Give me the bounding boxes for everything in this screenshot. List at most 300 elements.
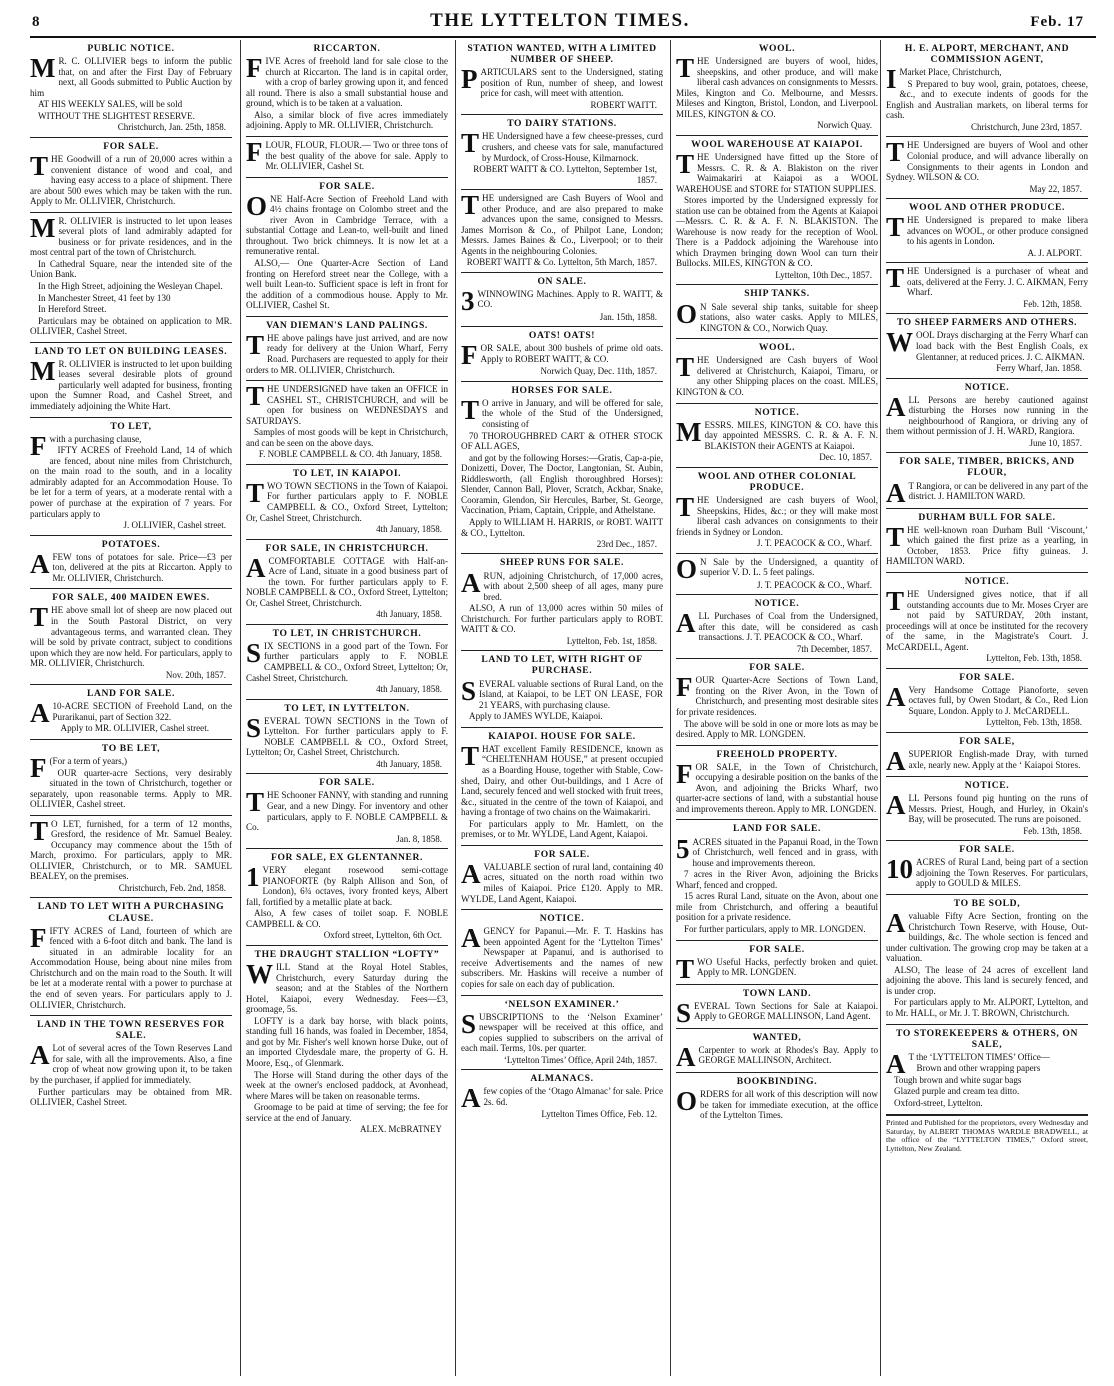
- ad-paragraph: M R. OLLIVIER is instructed to let upon leases several plots of land admirably adapted for business or for private residences, and in the most central part of the town of Christchurch.: [30, 212, 232, 258]
- ad-paragraph: ALSO,— One Quarter-Acre Section of Land fronting on Hereford street near the College, with a well built Lean-to. Sufficient space is left in front for the addition of a commodious house. Apply to Mr. OLLIVIER, Cashel St.: [246, 258, 448, 311]
- ad-heading: WOOL AND OTHER PRODUCE.: [908, 202, 1066, 214]
- ad-heading: KAIAPOI. HOUSE FOR SALE.: [488, 730, 636, 742]
- ad-paragraph: Stores imported by the Undersigned expressly for station use can be obtained from the Agents at Kaiapoi—Messrs. C. R. & A. F. N. BLAKISTON. The Warehouse is now ready for the reception of Wool. There is a Paddock adjoining the Warehouse into which Draymen bringing down Wool can turn their Bullocks. MILES, KINGTON & CO.: [676, 195, 878, 269]
- advertisement: [246, 946, 448, 1139]
- advertisement: [886, 137, 1088, 199]
- drop-capital: T: [676, 953, 695, 984]
- advertisement: [30, 40, 232, 138]
- ad-heading: POTATOES.: [101, 538, 161, 550]
- advertisement: [30, 418, 232, 536]
- ad-body: [30, 753, 232, 811]
- ad-paragraph: THE Undersigned are Cash buyers of Wool delivered at Christchurch, Kaiapoi, Timaru, or any other Shipping places on the coast. MILES, KINGTON & CO.: [676, 352, 878, 397]
- ad-body: [30, 355, 232, 413]
- drop-capital: A: [30, 548, 50, 579]
- ad-heading: STATION WANTED, WITH A LIMITED NUMBER OF SHEEP.: [467, 43, 657, 66]
- ad-heading: FOR SALE, EX GLENTANNER.: [270, 852, 424, 864]
- drop-capital: T: [461, 128, 480, 159]
- ad-signature: ROBERT WAITT.: [590, 99, 657, 110]
- ad-paragraph: Glazed purple and cream tea ditto.: [894, 1086, 1020, 1097]
- advertisement: [461, 40, 663, 115]
- drop-capital: O: [676, 298, 698, 329]
- ad-paragraph: ASUPERIOR English-made Dray, with turned axle, nearly new. Apply at the ‘ Kaiapoi Stores.: [886, 746, 1088, 777]
- advertisement: [886, 263, 1088, 314]
- ad-body: [676, 997, 878, 1028]
- ad-paragraph: THAT excellent Family RESIDENCE, known as “CHELTENHAM HOUSE,” at present occupied as a Boarding House, together with Stable, Cow-shed, Dairy, and other Out-buildings, and 1 Acre of Land, securely fenced and well stocked with fruit trees, &c., situated in the centre of the town of Kaiapoi, and having a frontage of two chains on the Waimakariri.: [461, 740, 663, 818]
- ad-body: [246, 136, 448, 173]
- ad-heading: TO DAIRY STATIONS.: [507, 118, 617, 130]
- ad-signature: Lyttelton, Feb. 13th, 1858.: [986, 717, 1082, 728]
- ad-paragraph: SEVERAL Town Sections for Sale at Kaiapoi. Apply to GEORGE MALLINSON, Land Agent.: [676, 997, 878, 1028]
- ad-heading: FOR SALE.: [959, 671, 1015, 683]
- ad-body: [461, 189, 663, 257]
- ad-paragraph: The above will be sold in one or more lots as may be desired. Apply to MR. LONGDEN.: [676, 718, 878, 740]
- advertisement: [676, 339, 878, 403]
- advertisement: [461, 273, 663, 328]
- ad-signature: F. NOBLE CAMPBELL & CO. 4th January, 1858.: [258, 449, 442, 460]
- ad-heading: WOOL.: [758, 43, 796, 54]
- ad-paragraph: ORDERS for all work of this description will now be taken for immediate execution, at the office of the Lyttelton Times.: [676, 1086, 878, 1121]
- drop-capital: A: [886, 908, 906, 939]
- ad-body: [30, 150, 232, 208]
- ad-signature: 23rd Dec., 1857.: [596, 539, 657, 550]
- column-divider: [670, 40, 671, 1376]
- ad-heading: NOTICE.: [754, 406, 800, 418]
- drop-capital: T: [461, 189, 480, 220]
- ad-signature: ALEX. McBRATNEY: [360, 1124, 442, 1135]
- ad-paragraph: THE well-known roan Durham Bull ‘Viscount,’ which gained the first prize as a yearling, in October, 1853. Price fifty guineas. J. HAMILTON WARD.: [886, 521, 1088, 567]
- ad-paragraph: ARUN, adjoining Christchurch, of 17,000 acres, with about 2,500 sheep of all ages, many pure bred.: [461, 567, 663, 602]
- ad-paragraph: Particulars may be obtained on application to MR. OLLIVIER, Cashel Street.: [30, 315, 232, 337]
- drop-capital: A: [886, 746, 906, 777]
- ad-paragraph: S Prepared to buy wool, grain, potatoes, cheese, &c., and to execute indents of goods for the English and Australian markets, on liberal terms for cash.: [886, 78, 1088, 121]
- ad-body: [676, 298, 878, 335]
- drop-capital: W: [886, 327, 913, 358]
- ad-signature: Christchurch, Feb. 2nd, 1858.: [118, 883, 226, 894]
- advertisement: [676, 404, 878, 468]
- advertisement: [886, 379, 1088, 454]
- ad-heading: SHIP TANKS.: [744, 288, 810, 300]
- drop-capital: A: [246, 552, 266, 583]
- ad-signature: Feb. 13th, 1858.: [1023, 825, 1082, 836]
- ad-heading: OATS! OATS!: [528, 330, 596, 342]
- advertisement: [676, 40, 878, 136]
- ad-body: [886, 746, 1088, 777]
- ad-paragraph: TWO Useful Hacks, perfectly broken and quiet. Apply to MR. LONGDEN.: [676, 953, 878, 984]
- masthead-rule: [30, 36, 1096, 38]
- ad-paragraph: Tough brown and white sugar bags: [894, 1074, 1022, 1085]
- ad-body: [30, 815, 232, 883]
- ad-paragraph: FIFTY ACRES of Land, fourteen of which are fenced with a 6-foot ditch and bank. The land is situated in an admirable locality for an Accommodation House, being about nine miles from Christchurch and on the main road to the South. It will be let at a moderate rental with a power to purchase at the end of seven years. For particulars apply to J. OLLIVIER, Christchurch.: [30, 922, 232, 1010]
- ad-paragraph: THE Undersigned have a few cheese-presses, curd crushers, and cheese vats for sale, manufactured by Murdock, of Cross-House, Kilmarnock.: [461, 128, 663, 163]
- ad-heading: FOR SALE, IN CHRISTCHURCH.: [265, 542, 429, 554]
- ad-heading: LAND TO LET, WITH RIGHT OF PURCHASE.: [481, 654, 643, 677]
- drop-capital: T: [886, 263, 905, 294]
- ad-heading: FOR SALE.: [319, 180, 375, 192]
- advertisement: [676, 136, 878, 286]
- ad-heading: LAND FOR SALE.: [732, 823, 822, 835]
- ad-body: [461, 340, 663, 371]
- advertisement: [886, 841, 1088, 895]
- ad-body: [886, 585, 1088, 653]
- ad-paragraph: For particulars apply to Mr. Hamlett, on the premises, or to Mr. WYLDE, Land Agent, Kaiapoi.: [461, 818, 663, 840]
- ad-body: [676, 833, 878, 936]
- ad-paragraph: ALL Persons found pig hunting on the runs of Messrs. Priest, Hough, and Hurley, in Okain's Bay, will be prosecuted. The runs are poisoned.: [886, 790, 1088, 825]
- ad-paragraph: SUBSCRIPTIONS to the ‘Nelson Examiner’ newspaper will be received at this office, and copies supplied to subscribers on the arrival of each mail. Terms, 10s. per quarter.: [461, 1008, 663, 1054]
- advertisement: [246, 540, 448, 625]
- drop-capital: T: [461, 394, 480, 425]
- ad-paragraph: SEVERAL valuable sections of Rural Land, on the Island, at Kaiapoi, to be LET ON LEASE, FOR 21 YEARS, with purchasing clause.: [461, 675, 663, 710]
- ad-heading: DURHAM BULL FOR SALE.: [918, 511, 1056, 523]
- ad-paragraph: In Manchester Street, 41 feet by 130: [38, 292, 171, 303]
- drop-capital: F: [246, 53, 263, 84]
- ad-signature: 4th January, 1858.: [376, 684, 442, 695]
- ad-heading: LAND FOR SALE.: [86, 688, 176, 700]
- ad-heading: SHEEP RUNS FOR SALE.: [500, 557, 624, 569]
- ad-body: [30, 922, 232, 1011]
- drop-capital: T: [246, 329, 265, 360]
- drop-capital: T: [30, 150, 49, 181]
- advertisement: [676, 820, 878, 940]
- ad-paragraph: FLOUR, FLOUR, FLOUR.— Two or three tons of the best quality of the above for sale. Apply to Mr. OLLIVIER, Cashel St.: [246, 136, 448, 172]
- drop-capital: T: [246, 477, 265, 508]
- ad-body: [886, 263, 1088, 299]
- advertisement: [676, 595, 878, 659]
- ad-body: [676, 553, 878, 584]
- ad-paragraph: SIX SECTIONS in a good part of the Town. For further particulars apply to F. NOBLE CAMPBELL & CO., Oxford Street, Lyttelton; Or, Cashel Street, Christchurch.: [246, 637, 448, 683]
- ad-signature: Jan. 15th, 1858.: [599, 311, 657, 322]
- ad-paragraph: Also, a similar block of five acres immediately adjoining. Apply to MR. OLLIVIER, Christchurch.: [246, 109, 448, 131]
- advertisement: [30, 685, 232, 740]
- ad-body: [676, 491, 878, 538]
- ad-signature: Christchurch, June 23rd, 1857.: [971, 121, 1082, 132]
- ad-heading: FOR SALE, TIMBER, BRICKS, AND FLOUR,: [899, 456, 1075, 479]
- ad-heading: FOR SALE,: [959, 735, 1015, 747]
- ad-paragraph: THE above palings have just arrived, and are now ready for delivery at the Union Wharf, Ferry Road. Purchasers are requested to apply for their orders to MR. OLLIVIER, Christchurch.: [246, 329, 448, 375]
- ad-heading: ‘NELSON EXAMINER.’: [504, 998, 620, 1010]
- ad-signature: Norwich Quay.: [817, 120, 872, 131]
- ad-body: [246, 53, 448, 132]
- advertisement: [886, 199, 1088, 263]
- ad-body: [461, 1083, 663, 1114]
- ad-heading: BOOKBINDING.: [736, 1075, 818, 1087]
- ad-body: [246, 381, 448, 449]
- drop-capital: A: [886, 681, 906, 712]
- ad-body: [30, 698, 232, 735]
- ad-paragraph: AFEW tons of potatoes for sale. Price—£3 per ton, delivered at the pits at Riccarton. Apply to Mr. OLLIVIER, Christchurch.: [30, 548, 232, 583]
- ad-body: [246, 477, 448, 524]
- ad-signature: May 22, 1857.: [1029, 183, 1082, 194]
- drop-capital: A: [461, 923, 481, 954]
- advertisement: [246, 40, 448, 137]
- ad-paragraph: Samples of most goods will be kept in Christchurch, and can be seen on the above days.: [246, 427, 448, 448]
- advertisement: [30, 536, 232, 590]
- ad-paragraph: 1 VERY elegant rosewood semi-cottage PIANOFORTE (by Ralph Allison and Son, of London), 6¾ octaves, ivory fronted keys, Albert fall, fortified by a metallic plate at back.: [246, 862, 448, 907]
- ad-paragraph: 5 ACRES situated in the Papanui Road, in the Town of Christchurch, well fenced and in grass, with house and improvements thereon.: [676, 833, 878, 868]
- advertisement: [461, 846, 663, 910]
- advertisement: [886, 733, 1088, 777]
- ad-paragraph: THE Goodwill of a run of 20,000 acres within a convenient distance of wood and coal, and having easy access to a place of shipment. There are about 500 ewes which may be taken with the run. Apply to Mr. OLLIVIER, Christchurch.: [30, 150, 232, 207]
- ad-body: [461, 1008, 663, 1055]
- ad-paragraph: Apply to MR. OLLIVIER, Cashel street.: [60, 723, 210, 734]
- ad-paragraph: AT HIS WEEKLY SALES, will be sold: [38, 99, 183, 110]
- ad-heading: VAN DIEMAN'S LAND PALINGS.: [266, 319, 428, 331]
- ad-paragraph: 10 ACRES of Rural Land, being part of a section adjoining the Town Reserves. For particulars, apply to GOULD & MILES.: [886, 854, 1088, 889]
- ad-paragraph: Apply to JAMES WYLDE, Kaiapoi.: [469, 711, 603, 722]
- ad-paragraph: A T Rangiora, or can be delivered in any part of the district. J. HAMILTON WARD.: [886, 477, 1088, 508]
- ad-body: [886, 1048, 1088, 1110]
- ad-heading: PUBLIC NOTICE.: [87, 43, 175, 54]
- drop-capital: A: [30, 698, 50, 729]
- ad-body: [676, 672, 878, 740]
- ad-heading: FOR SALE.: [749, 943, 805, 955]
- ad-heading: FOR SALE.: [749, 662, 805, 674]
- advertisement: [676, 554, 878, 595]
- ad-body: [30, 53, 232, 122]
- drop-capital: O: [246, 190, 268, 221]
- ad-body: [246, 190, 448, 312]
- drop-capital: 5: [676, 833, 690, 864]
- column-4: [676, 40, 878, 1376]
- ad-paragraph: WITHOUT THE SLIGHTEST RESERVE.: [38, 110, 195, 121]
- drop-capital: S: [676, 997, 692, 1028]
- drop-capital: I: [886, 64, 897, 95]
- ad-body: [886, 327, 1088, 363]
- ad-heading: FOR SALE.: [319, 777, 375, 789]
- ad-heading: NOTICE.: [964, 381, 1010, 393]
- advertisement: [886, 777, 1088, 841]
- ad-paragraph: O N Sale by the Undersigned, a quantity of superior V. D. L. 5 feet palings.: [676, 553, 878, 584]
- advertisement: [676, 468, 878, 554]
- ad-paragraph: FOUR Quarter-Acre Sections of Town Land, fronting on the River Avon, in the Town of Christchurch, and presenting most desirable sites for private residences.: [676, 672, 878, 717]
- drop-capital: T: [461, 740, 480, 771]
- advertisement: [461, 190, 663, 273]
- ad-body: [246, 712, 448, 759]
- ad-paragraph: ALL Persons are hereby cautioned against disturbing the Horses now running in the neighbourhood of Rangiora, or driving any of them without permission of J. H. WARD, Rangiora.: [886, 391, 1088, 437]
- advertisement: [676, 1073, 878, 1126]
- ad-paragraph: For further particulars, apply to MR. LONGDEN.: [684, 923, 866, 934]
- drop-capital: M: [30, 212, 56, 243]
- ad-paragraph: Further particulars may be obtained from MR. OLLIVIER, Cashel Street.: [30, 1086, 232, 1108]
- ad-paragraph: F (For a term of years,): [30, 753, 128, 784]
- ad-heading: NOTICE.: [964, 575, 1010, 587]
- ad-paragraph: THE Undersigned have fitted up the Store of Messrs. C. R. & A. Blakiston on the river Waimakariri at Kaiapoi as a WOOL WAREHOUSE and STORE for STATION SUPPLIES.: [676, 148, 878, 194]
- ad-paragraph: THE Undersigned are buyers of Wool and other Colonial produce, and will advance liberally on Consignments to their agents in London and Sydney. WILSON & CO.: [886, 137, 1088, 183]
- ad-paragraph: Apply to WILLIAM H. HARRIS, or ROBT. WAITT & CO., Lyttelton.: [461, 516, 663, 538]
- ad-heading: FOR SALE.: [534, 848, 590, 860]
- ad-paragraph: FIVE Acres of freehold land for sale close to the church at Riccarton. The land is in capital order, with a crop of barley growing upon it, and fenced all round. There is also a small substantial house and ground, which is to be taken at a valuation.: [246, 53, 448, 109]
- ad-paragraph: Groomage to be paid at time of serving; the fee for service at the end of January.: [246, 1102, 448, 1123]
- advertisement: [461, 996, 663, 1071]
- ad-paragraph: AVALUABLE section of rural land, containing 40 acres, situated on the north road within two miles of Kaiapoi. Price £120. Apply to MR. WYLDE, Land Agent, Kaiapoi.: [461, 858, 663, 904]
- ad-paragraph: T O arrive in January, and will be offered for sale, the whole of the Stud of the Undersigned, consisting of: [461, 394, 663, 430]
- drop-capital: S: [461, 1008, 477, 1039]
- ad-body: [246, 329, 448, 376]
- advertisement: [246, 849, 448, 946]
- ad-paragraph: PARTICULARS sent to the Undersigned, stating position of Run, number of sheep, and lowest price for cash, will meet with attention.: [461, 64, 663, 99]
- ad-paragraph: In the High Street, adjoining the Wesleyan Chapel.: [38, 280, 223, 291]
- ad-paragraph: Brown and other wrapping papers: [916, 1063, 1041, 1074]
- drop-capital: A: [461, 567, 481, 598]
- advertisement: [30, 898, 232, 1016]
- drop-capital: F: [461, 340, 478, 371]
- drop-capital: T: [676, 148, 695, 179]
- column-divider: [455, 40, 456, 1376]
- column-3: [461, 40, 663, 1376]
- ad-heading: TO BE SOLD,: [953, 897, 1021, 909]
- drop-capital: F: [246, 136, 263, 167]
- ad-paragraph: AGENCY for Papanui.—Mr. F. T. Haskins has been appointed Agent for the ‘Lyttelton Times’ Newspaper at Papanui, and is authorised to receive Advertisements and the names of new subscribers. Mr. Haskins will receive a number of copies for sale on each day of publication.: [461, 923, 663, 989]
- ad-signature: 4th January, 1858.: [376, 758, 442, 769]
- ad-paragraph: Also, A few cases of toilet soap. F. NOBLE CAMPBELL & CO.: [246, 908, 448, 929]
- advertisement: [676, 659, 878, 745]
- advertisement: [676, 1029, 878, 1073]
- ad-body: [886, 908, 1088, 1019]
- advertisement: [461, 382, 663, 555]
- ad-body: [30, 548, 232, 585]
- drop-capital: M: [30, 355, 56, 386]
- ad-heading: TO LET, IN KAIAPOI.: [292, 467, 402, 479]
- advertisement: [246, 137, 448, 178]
- advertisement: [246, 465, 448, 540]
- drop-capital: T: [886, 521, 905, 552]
- drop-capital: F: [676, 758, 693, 789]
- ad-body: [461, 394, 663, 539]
- ad-paragraph: Avaluable Fifty Acre Section, fronting on the Christchurch Town Reserve, with House, Out-buildings, &c. The whole section is fenced and under cultivation. The growing crop may be taken at a valuation.: [886, 908, 1088, 964]
- drop-capital: F: [30, 430, 47, 461]
- drop-capital: S: [246, 712, 262, 743]
- ad-paragraph: For particulars apply to Mr. ALPORT, Lyttelton, and to Mr. HALL, or Mr. J. T. BROWN, Christchurch.: [886, 997, 1088, 1019]
- issue-date: Feb. 17: [1030, 14, 1084, 30]
- ad-paragraph: 15 acres Rural Land, situate on the Avon, about one mile from Christchurch, and offering a beautiful position for a private residence.: [676, 891, 878, 923]
- ad-body: [461, 567, 663, 636]
- ad-body: [246, 862, 448, 930]
- drop-capital: A: [676, 1041, 696, 1072]
- drop-capital: A: [886, 391, 906, 422]
- advertisement: [461, 651, 663, 727]
- advertisement: [246, 774, 448, 849]
- ad-heading: WANTED,: [752, 1031, 802, 1043]
- ad-heading: LAND TO LET ON BUILDING LEASES.: [34, 345, 228, 357]
- advertisement: [30, 589, 232, 685]
- ad-body: [886, 521, 1088, 568]
- ad-signature: June 10, 1857.: [1029, 437, 1082, 448]
- ad-body: [246, 552, 448, 610]
- ad-heading: HORSES FOR SALE.: [511, 384, 613, 396]
- drop-capital: O: [676, 1086, 698, 1117]
- ad-heading: ON SALE.: [537, 275, 587, 287]
- drop-capital: 3: [461, 285, 475, 316]
- advertisement: [30, 138, 232, 213]
- advertisement: [886, 453, 1088, 508]
- ad-heading: NOTICE.: [539, 913, 585, 925]
- ad-body: [461, 64, 663, 100]
- column-divider: [880, 40, 881, 1376]
- ad-paragraph: MESSRS. MILES, KINGTON & CO. have this day appointed MESSRS. C. R. & A. F. N. BLAKISTON their AGENTS at Kaiapoi.: [676, 416, 878, 451]
- ad-paragraph: ALSO, A run of 13,000 acres within 50 miles of Christchurch. For further particulars apply to ROBT. WAITT & CO.: [461, 603, 663, 635]
- ad-signature: Christchurch, Jan. 25th, 1858.: [117, 122, 226, 133]
- ad-heading: RICCARTON.: [313, 43, 381, 54]
- ad-paragraph: THE Undersigned is prepared to make libera advances on WOOL, or other produce consigned to his agents in London.: [886, 212, 1088, 247]
- advertisement: [30, 343, 232, 418]
- drop-capital: A: [886, 477, 906, 508]
- ad-body: [886, 64, 1088, 122]
- ad-heading: WOOL.: [758, 342, 796, 354]
- drop-capital: T: [30, 602, 49, 633]
- ad-signature: Jan. 8, 1858.: [396, 833, 442, 844]
- ad-paragraph: 7 acres in the River Avon, adjoining the Bricks Wharf, fenced and cropped.: [676, 869, 878, 890]
- ad-body: [461, 740, 663, 841]
- advertisement: [246, 381, 448, 465]
- ad-paragraph: M R. OLLIVIER is instructed to let upon building leases several desirable plots of ground particularly well adapted for business, fronting upon the Sumner Road, and Cashel Street, and immediately adjoining the White Hart.: [30, 355, 232, 412]
- ad-body: [676, 416, 878, 453]
- ad-paragraph: ACOMFORTABLE COTTAGE with Half-an-Acre of Land, situate in a good business part of the town. For further particulars apply to F. NOBLE CAMPBELL & CO., Oxford Street, Lyttelton; Or, Cashel Street, Christchurch.: [246, 552, 448, 608]
- advertisement: [886, 314, 1088, 378]
- ad-heading: TO LET, IN LYTTELTON.: [284, 702, 410, 714]
- ad-heading: TO LET, IN CHRISTCHURCH.: [272, 627, 422, 639]
- ad-heading: FOR SALE, 400 MAIDEN EWES.: [52, 592, 210, 604]
- ad-paragraph: THE Undersigned are cash buyers of Wool, Sheepskins, Hides, &c.; or they will make most liberal cash advances on consignments to their friends in Sydney or London.: [676, 491, 878, 537]
- ad-body: [461, 128, 663, 164]
- ad-body: [886, 854, 1088, 890]
- ad-paragraph: Oxford-street, Lyttelton.: [894, 1098, 983, 1109]
- drop-capital: W: [246, 959, 273, 990]
- ad-signature: Norwich Quay, Dec. 11th, 1857.: [540, 366, 657, 377]
- ad-signature: A. J. ALPORT.: [1027, 247, 1082, 258]
- drop-capital: 10: [886, 854, 913, 885]
- ad-signature: Dec. 10, 1857.: [819, 452, 872, 463]
- advertisement: [676, 285, 878, 339]
- drop-capital: T: [886, 137, 905, 168]
- advertisement: [886, 509, 1088, 573]
- ad-paragraph: IFTY ACRES of Freehold Land, 14 of which are fenced, about nine miles from Christchurch, on the main road to the south, and in a locality admirably adapted for an Accommodation House. To be let for a term of years, at a moderate rental with a power of purchase at the expiration of 7 years. For particulars apply to: [30, 445, 232, 519]
- ad-heading: WOOL WAREHOUSE AT KAIAPOI.: [691, 138, 863, 150]
- ad-paragraph: THE Schooner FANNY, with standing and running Gear, and a new Dingy. For inventory and other particulars, apply to F. NOBLE CAMPBELL & Co.: [246, 787, 448, 833]
- ad-body: [246, 787, 448, 833]
- advertisement: [886, 573, 1088, 669]
- advertisement: [676, 941, 878, 985]
- ad-heading: ALMANACS.: [530, 1073, 594, 1085]
- ad-paragraph: OUR quarter-acre Sections, very desirably situated in the town of Christchurch, together or separately, upon reasonable terms. Apply to MR. OLLIVIER, Cashel street.: [30, 767, 232, 810]
- advertisement: [886, 40, 1088, 137]
- ad-paragraph: M R. C. OLLIVIER begs to inform the public that, on and after the First Day of February next, all Goods submitted to Public Auction by him: [30, 53, 232, 98]
- advertisement: [676, 746, 878, 821]
- ad-heading: H. E. ALPORT, MERCHANT, AND COMMISSION AGENT,: [904, 43, 1070, 66]
- ad-signature: ROBERT WAITT & Co. Lyttelton, 5th March, 1857.: [466, 257, 657, 268]
- drop-capital: A: [461, 1083, 481, 1114]
- drop-capital: F: [30, 922, 47, 953]
- ad-heading: LAND IN THE TOWN RESERVES FOR SALE.: [37, 1019, 225, 1042]
- drop-capital: T: [886, 585, 905, 616]
- advertisement: [461, 554, 663, 651]
- ad-paragraph: O N Sale several ship tanks, suitable for sheep stations, also water casks. Apply to MILES, KINGTON & CO., Norwich Quay.: [676, 298, 878, 333]
- ad-body: [676, 1041, 878, 1072]
- ad-body: [30, 602, 232, 669]
- ad-paragraph: T O LET, furnished, for a term of 12 months, Gresford, the residence of Mr. Samuel Bealey. Occupancy may commence about the 15th of March, proximo. For particulars, apply to MR. OLLIVIER, Christchurch, or to MR. SAMUEL BEALEY, on the premises.: [30, 815, 232, 882]
- drop-capital: T: [246, 787, 265, 818]
- column-2: [246, 40, 448, 1376]
- ad-paragraph: A 10-ACRE SECTION of Freehold Land, on the Purarikanui, part of Section 322.: [30, 698, 232, 729]
- ad-paragraph: TWO TOWN SECTIONS in the Town of Kaiapoi. For further particulars apply to F. NOBLE CAMPBELL & CO., Oxford Street, Lyttelton; Or, Cashel Street, Christchurch.: [246, 477, 448, 523]
- ad-signature: Lyttelton, Feb. 13th, 1858.: [986, 653, 1082, 664]
- ad-body: [676, 148, 878, 270]
- ad-paragraph: and got by the following Horses:—Gratis, Cap-a-pie, Donizetti, Dover, The Doctor, Langtonian, St. Aubin, Riddlesworth, (all English thoroughbred Horses): Slender, Cannon Ball, Plover, Scratch, Ackbar, Snake, Cooramin, Glendon, Sir Hercules, Barber, St. George, Vaccination, Priam, Captain, Cripple, and Athelstane.: [461, 452, 663, 516]
- ad-body: [461, 858, 663, 905]
- ad-heading: WOOL AND OTHER COLONIAL PRODUCE.: [697, 470, 857, 493]
- ad-heading: TO STOREKEEPERS & OTHERS, ON SALE,: [896, 1027, 1078, 1050]
- ad-heading: TO LET,: [110, 420, 152, 432]
- drop-capital: M: [676, 416, 702, 447]
- ad-paragraph: 70 THOROUGHBRED CART & OTHER STOCK OF ALL AGES,: [461, 430, 663, 452]
